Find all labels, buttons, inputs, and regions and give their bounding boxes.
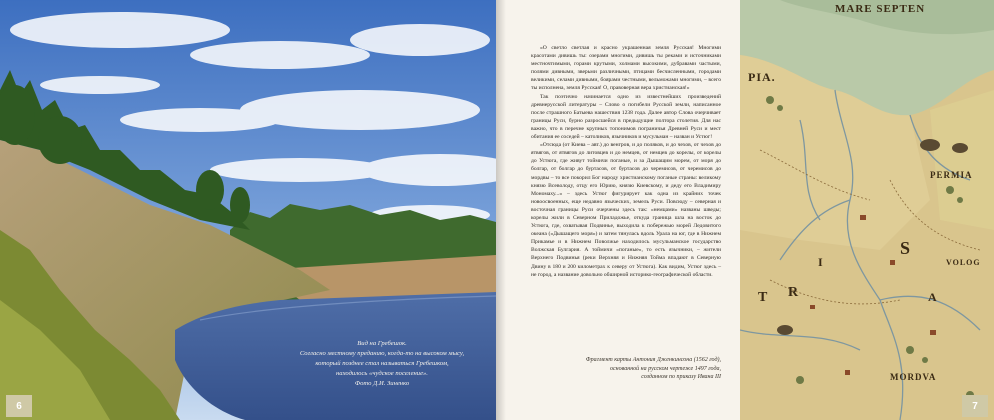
photo-caption-line: который позднее стал называться Гребешком,: [315, 359, 449, 367]
map-label-letter: R: [788, 285, 800, 300]
photo-caption-line: находилось «чудское поселение».: [336, 369, 428, 377]
map-illustration: [740, 0, 994, 420]
map-label-letter: T: [758, 290, 769, 305]
historic-map: [740, 0, 994, 420]
landscape-photo: [0, 0, 496, 420]
map-caption: [531, 356, 721, 382]
article-body: [531, 44, 721, 279]
photo-caption: [282, 339, 482, 388]
map-label-sea: MARE SEPTEN: [835, 3, 926, 15]
map-label-letter: I: [818, 255, 824, 269]
paragraph: «О светло светлая и красно украшенная земля Русская! Многими красотами дивишь ты: озерами многими, дивишь ты реками и источниками местночтимыми, горами крутыми, холмами высокими, дубравами частыми, полями дивными, зверьми различными, птицами бесчисленными, городами великими, селами дивными, боярами честными, вельможами многими, – всего ты исполнена, земля Русская! О, правоверная вера христианская!»: [531, 45, 721, 92]
text-page: [496, 0, 740, 420]
paragraph: Так поэтично начинается одно из известнейших произведений древнерусской литературы – Слово о погибели Русской земли, написанное после страшного Батыева нашествия 1238 года. Далее автор Слова очерчивает границы Руси, бурно разросшейся в предыдущие полтора столетия. Для нас важно, что в перечне крупных топонимов пограничья Древней Руси и мест обитания ее соседей – католиков, язычников и мусульман – назван и Устюг!: [531, 93, 721, 141]
map-label-permia: PERMIA: [930, 170, 973, 180]
map-caption-line: Фрагмент карты Антония Дженкинсона (1562 год),: [585, 357, 721, 363]
photo-caption-credit: Фото Д.И. Зиненко: [354, 379, 410, 387]
map-label-letter: S: [900, 238, 912, 258]
map-label-vologda: VOLOG: [946, 258, 981, 267]
page-gutter-shadow: [496, 0, 506, 420]
map-label-region: PIA.: [748, 70, 776, 84]
photo-caption-line: Согласно местному преданию, когда-то на высоком мысу,: [299, 349, 465, 357]
page-number-left: 6: [6, 395, 32, 417]
photo-caption-line: Вид на Гребешок.: [357, 340, 407, 347]
page-number-right: 7: [962, 395, 988, 417]
paragraph: «Отсюда (от Киева – авт.) до венгров, и до поляков, и до чехов, от чехов до ятвягов, от ятвягов до литовцев и до немцев, от немцев до корелы, от корелы до Устюга, где живут тоймичи поганые, и за Дышащим морем, от моря до болгар, от болгар до буртасов, от буртасов до черемисов, от черемисов до мордвы – то все покорил Бог народу христианскому поганые страны: великому князю Всеволоду, отцу его Юрию, князю Киевскому, и деду его Владимиру Мономаху...» – здесь Устюг фигурирует как одна из крайних точек новоосвоенных, еще недавно языческих, земель Руси. Повсюду – северная и восточная границы Руси очерчены здесь так: «немцами» названы шведы; корелы жили в Северном Приладожье, откуда граница шла на восток до Устюга, где, охватывая Подвинье, выходила к побережью морей Ледовитого океана («Дышащего моря») и затем тянулась вдоль Урала на юг, где в Нижнем Прикамье и в Нижнем Поволжье находилось мусульманское государство Волжская Булгария. А тоймичи «поганые», то есть язычники, – жители Верхнего Подвинья (реки Верхняя и Нижняя Тойма впадают в Северную Двину в 180 и 200 километрах к северу от Устюга). Как видим, Устюг здесь – не город, а название довольно обширной историко-географической области.: [531, 142, 721, 278]
map-caption-line: созданном по приказу Ивана III: [641, 374, 721, 380]
map-label-letter: A: [928, 290, 938, 304]
map-caption-line: основанной на русском чертеже 1497 года,: [610, 365, 721, 372]
map-label-mordva: MORDVA: [890, 372, 937, 382]
